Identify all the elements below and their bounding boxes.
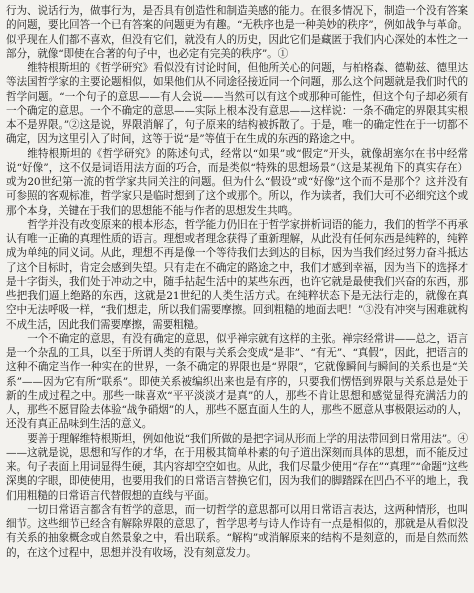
paragraph-5: 一个不确定的意思，有没有确定的意思，似乎禅宗就有这样的主张。禅宗经常讲——总之，语言是一个杂乱的工具，以至于所谓人类的有限与关系会变成“是非”、“有无”、“真假”，因此，把语言的这种不确定当作一种实在的世界，一条不确定的界限也是“界限”，它就像瞬间与瞬间的关系也是“关系”——因为它有所“联系”。即使关系被编织出来也是有序的，只要我们愣悟到界限与关系总是处于新的生成过程之中。那些一昧喜欢“平平淡淡才是真”的人，那些不肯让思想和感觉显得充满活力的人，那些不愿冒险去体验“战争硝烟”的人，那些不愿直面人生的人，那些不愿意从事极限运动的人，还没有真正品味到生活的意义。 [6, 332, 468, 431]
paragraph-7: 一切日常语言都含有哲学的意思，而一切哲学的意思都可以用日常语言表达，这两种情形，也叫细节。这些细节已经含有解除界限的意思了，哲学思考与诗人作诗有一点是相似的，那就是从看似没有关系的抽象概念或自然景象之中，看出联系。“解构”或消解原来的结构不是刻意的，而是自然而然的，在这个过程中，思想并没有收场，没有刻意发力。 [6, 503, 468, 559]
paragraph-6: 要善于理解维特根斯坦，例如他说“我们所做的是把字词从形而上学的用法带回到日常用法”。④——这就是说，思想和写作的才华，在于用极其简单朴素的句子道出深刻而具体的思想，而不能反过来。句子表面上用词显得生硬，其内容却空空如也。从此，我们尽量少使用“存在”“真理”“命题”这些深奥的字眼，即使使用，也要用我们的日常语言替换它们，因为我们的脚踏踩在凹凸不平的地上，我们用粗糙的日常语言代替假想的直线与平面。 [6, 432, 468, 502]
paragraph-2: 维特根斯坦的《哲学研究》看似没有讨论时间，但他所关心的问题，与柏格森、德勒兹、德里达等法国哲学家的主要论题相似，如果他们从不同途径接近同一个问题，那么这个问题就是我们时代的哲学问题。“一个句子的意思——有人会说——当然可以有这个或那种可能性，但这个句子却必须有一个确定的意思。一个不确定的意思——实际上根本没有意思——这样说：一条不确定的界限其实根本不是界限。”②这是说，界限消解了，句子原来的结构被拆散了。于是，唯一的确定性在于一切都不确定，因为这里引入了时间，这等于说“是”等值于在生成的东西的路途之中。 [6, 62, 468, 146]
paragraph-3: 维特根斯坦的《哲学研究》的陈述句式，经常以“如果”或“假定”开头，就像胡塞尔在书中经常说“好像”，这不仅是词语用法方面的巧合，而是类似“特殊的思想场景”（这是某视角下的真实存在）或为20世纪第一流的哲学家共同关注的问题。但为什么“假设”或“好像”这个而不是那个？这并没有可参照的客观标准，哲学家只是临时想到了这个或那个。所以，作为读者，我们大可不必细究这个或那个本身，关键在于我们的思想能不能与作者的思想发生共鸣。 [6, 147, 468, 217]
paragraph-4: 哲学并没有改变原来的根本形态，哲学能力仍旧在于哲学家拼析词语的能力，我们的哲学不再承认有唯一正确的真理性质的语言。理想或者理念获得了重新理解，从此没有任何东西是纯粹的，纯粹成为单纯的同义词。从此，理想不再是像一个等待我们去到达的目标，因为当我们经过努力奋斗抵达了这个目标时，肯定会感到失望。只有走在不确定的路途之中，我们才感到幸福，因为当下的选择才是十字街头，我们处于冲动之中，随手拈起生活中的某些东西，也许它就是最使我们兴奋的东西，那些把我们逼上绝路的东西，这就是21世纪的人类生活方式。在纯粹状态下是无法行走的，就像在真空中无法呼吸一样，“我们想走，所以我们需要摩擦。回到粗糙的地面去吧！”③没有冲突与困难就构不成生活，因此我们需要摩擦，需要粗糙。 [6, 218, 468, 331]
paragraph-1: 行为、说话行为，做事行为，是否具有创造性和制造美感的能力。在很多情况下，制造一个没有答案的问题，要比回答一个已有答案的问题更为有趣。“无秩序也是一种美妙的秩序”，例如战争与革命。似乎现在人们都不喜欢，但没有它们，就没有人的历史，因此它们是藏匿于我们内心深处的本性之一部分，就像“即使在合著的句子中，也必定有完美的秩序”。① [6, 5, 468, 60]
